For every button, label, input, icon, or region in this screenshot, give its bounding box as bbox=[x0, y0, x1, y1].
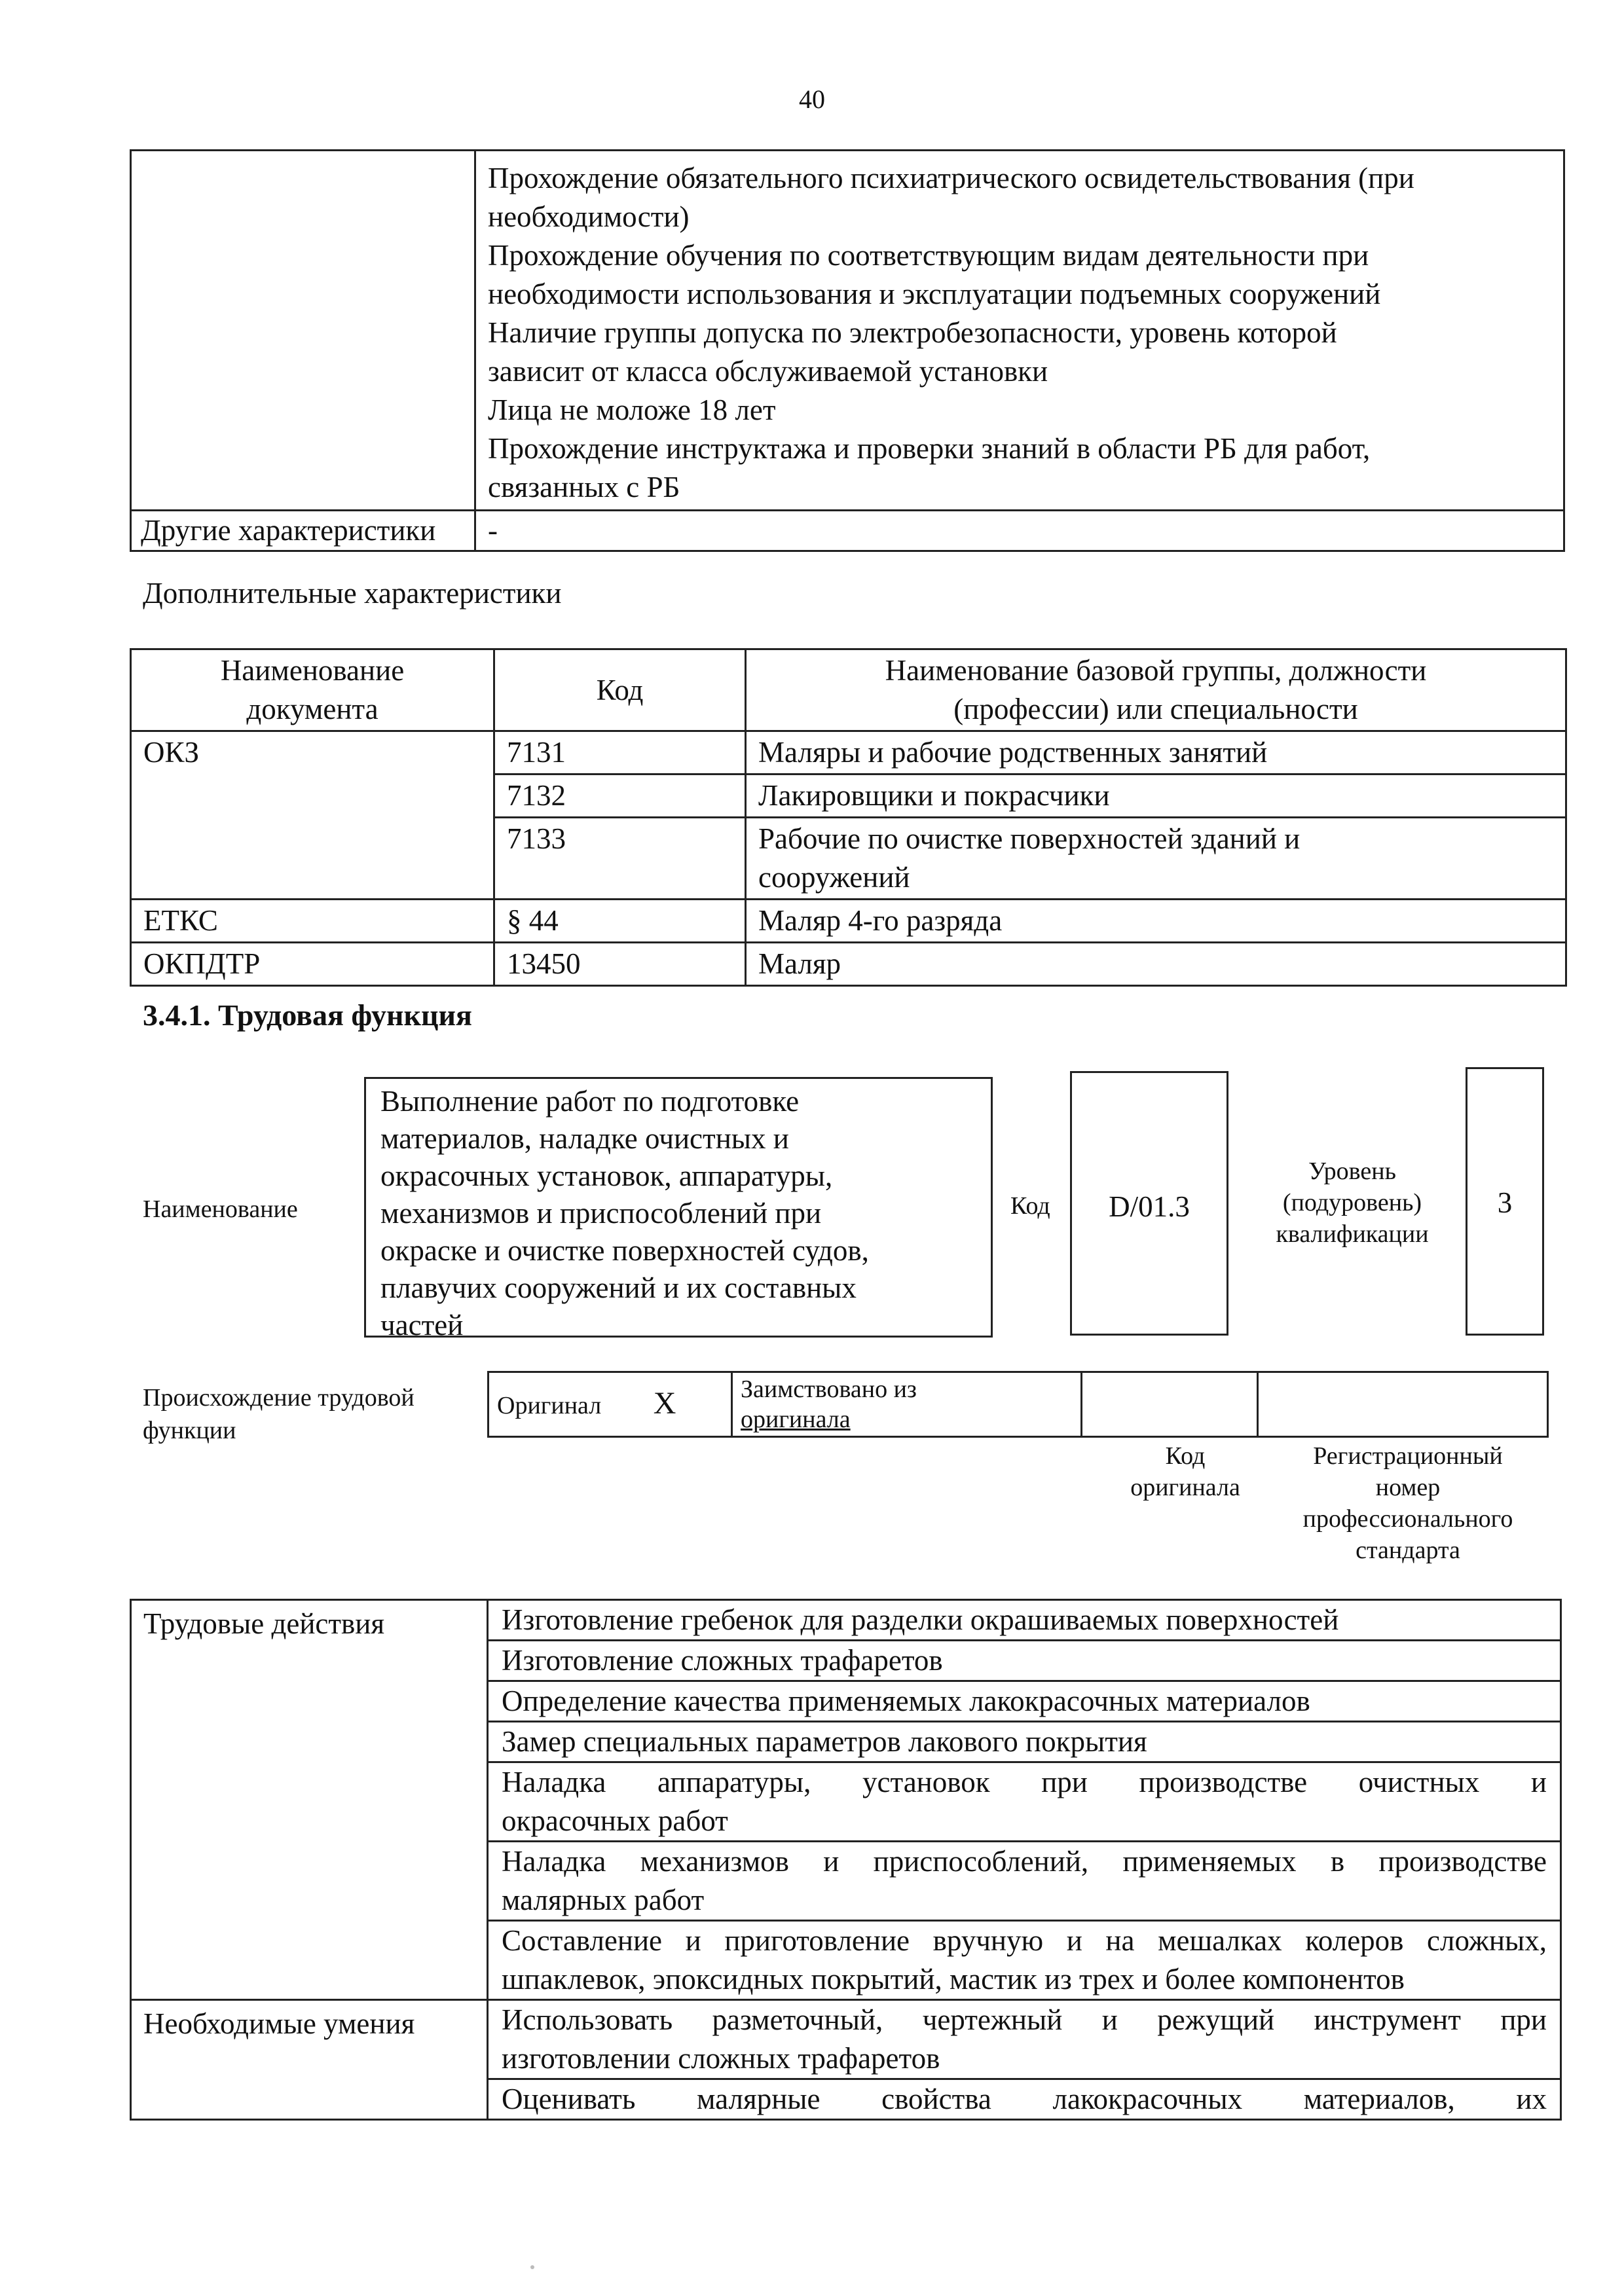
requirement-line: Наличие группы допуска по электробезопасности, уровень которой bbox=[488, 316, 1337, 349]
requirement-line: Прохождение инструктажа и проверки знаний в области РБ для работ, bbox=[488, 432, 1371, 465]
qualification-level-line: квалификации bbox=[1276, 1220, 1429, 1248]
skill-cell bbox=[488, 2079, 1561, 2120]
function-name-line: частей bbox=[380, 1309, 464, 1341]
origin-reg-number-cell bbox=[1258, 1372, 1548, 1437]
other-characteristics-label: Другие характеристики bbox=[131, 511, 475, 551]
origin-label-line: Происхождение трудовой bbox=[143, 1384, 415, 1412]
origin-original-cell bbox=[489, 1372, 732, 1437]
requirement-line: необходимости использования и эксплуатации подъемных сооружений bbox=[488, 278, 1381, 310]
labor-action-line: Наладка механизмов и приспособлений, применяемых в производстве bbox=[502, 1845, 1547, 1878]
origin-code-cell bbox=[1082, 1372, 1258, 1437]
skill-line: Использовать разметочный, чертежный и режущий инструмент при bbox=[502, 2003, 1547, 2036]
actions-skills-table bbox=[130, 1599, 1562, 2121]
name-cell bbox=[746, 818, 1566, 900]
skill-line: изготовлении сложных трафаретов bbox=[502, 2042, 940, 2075]
header-code: Код bbox=[494, 649, 746, 731]
reg-number-caption-line: номер bbox=[1375, 1474, 1441, 1501]
name-line: Маляры и рабочие родственных занятий bbox=[758, 736, 1268, 769]
requirements-label-cell bbox=[131, 151, 475, 511]
code-cell: § 44 bbox=[494, 900, 746, 943]
requirement-line: Прохождение обязательного психиатрического освидетельствования (при bbox=[488, 162, 1414, 194]
labor-action-line: Определение качества применяемых лакокрасочных материалов bbox=[502, 1685, 1310, 1717]
function-name-box bbox=[364, 1077, 993, 1341]
labor-action-line: шпаклевок, эпоксидных покрытий, мастик из трех и более компонентов bbox=[502, 1963, 1405, 1995]
required-skills-label: Необходимые умения bbox=[131, 2000, 488, 2120]
labor-action-cell bbox=[488, 1641, 1561, 1681]
labor-action-line: Наладка аппаратуры, установок при производстве очистных и bbox=[502, 1766, 1547, 1798]
other-characteristics-value: - bbox=[475, 511, 1564, 551]
labor-action-cell bbox=[488, 1600, 1561, 1641]
requirement-line: зависит от класса обслуживаемой установки bbox=[488, 355, 1048, 388]
labor-action-cell bbox=[488, 1762, 1561, 1842]
table-row bbox=[131, 2000, 1561, 2079]
labor-action-line: Составление и приготовление вручную и на мешалках колеров сложных, bbox=[502, 1924, 1547, 1957]
section-heading: 3.4.1. Трудовая функция bbox=[143, 998, 472, 1032]
requirement-line: Прохождение обучения по соответствующим видам деятельности при bbox=[488, 239, 1369, 272]
function-name-label: Наименование bbox=[143, 1195, 298, 1223]
qualification-level-box bbox=[1466, 1067, 1544, 1336]
labor-action-line: окрасочных работ bbox=[502, 1804, 728, 1837]
name-line: Рабочие по очистке поверхностей зданий и bbox=[758, 822, 1301, 855]
table-row bbox=[131, 900, 1566, 943]
borrowed-line: оригинала bbox=[741, 1406, 851, 1433]
requirements-cell bbox=[475, 151, 1564, 511]
labor-action-cell bbox=[488, 1681, 1561, 1722]
code-cell: 13450 bbox=[494, 943, 746, 986]
table-header-row bbox=[131, 649, 1566, 731]
name-line: Лакировщики и покрасчики bbox=[758, 779, 1110, 812]
origin-table bbox=[487, 1371, 1549, 1438]
qualification-level-value: 3 bbox=[1497, 1186, 1513, 1219]
code-cell: 7131 bbox=[494, 731, 746, 774]
reg-number-caption-line: профессионального bbox=[1302, 1505, 1513, 1533]
function-name-line: материалов, наладке очистных и bbox=[380, 1122, 789, 1155]
name-cell bbox=[746, 774, 1566, 818]
header-document-line: документа bbox=[246, 693, 378, 725]
header-document bbox=[131, 649, 494, 731]
name-cell: Маляр 4-го разряда bbox=[746, 900, 1566, 943]
origin-code-caption-line: оригинала bbox=[1130, 1474, 1240, 1501]
function-code-box bbox=[1070, 1071, 1228, 1336]
name-cell: Маляр bbox=[746, 943, 1566, 986]
name-cell bbox=[746, 731, 1566, 774]
function-name-line: плавучих сооружений и их составных bbox=[380, 1271, 857, 1304]
scan-speck bbox=[530, 2265, 534, 2269]
doc-okpdtr: ОКПДТР bbox=[131, 943, 494, 986]
origin-borrowed-cell bbox=[732, 1372, 1082, 1437]
labor-action-line: Изготовление гребенок для разделки окрашиваемых поверхностей bbox=[502, 1603, 1339, 1636]
code-cell: 7133 bbox=[494, 818, 746, 900]
function-code-label: Код bbox=[1010, 1192, 1050, 1220]
header-base-group bbox=[746, 649, 1566, 731]
requirement-line: необходимости) bbox=[488, 200, 690, 233]
qualification-level-label bbox=[1244, 1156, 1460, 1250]
code-cell: 7132 bbox=[494, 774, 746, 818]
header-base-group-line: (профессии) или специальности bbox=[953, 693, 1358, 725]
additional-characteristics-caption: Дополнительные характеристики bbox=[143, 577, 562, 610]
labor-action-cell bbox=[488, 1722, 1561, 1762]
page-number: 40 bbox=[799, 84, 825, 114]
skill-line: Оценивать малярные свойства лакокрасочных материалов, их bbox=[502, 2083, 1547, 2115]
origin-label-line: функции bbox=[143, 1417, 236, 1444]
requirement-line: Лица не моложе 18 лет bbox=[488, 393, 776, 426]
additional-characteristics-table bbox=[130, 648, 1567, 987]
original-mark: X bbox=[653, 1385, 676, 1421]
requirement-line: связанных с РБ bbox=[488, 471, 680, 503]
name-line: сооружений bbox=[758, 861, 910, 894]
origin-label bbox=[143, 1381, 415, 1447]
qualification-level-line: Уровень bbox=[1308, 1157, 1396, 1185]
header-base-group-line: Наименование базовой группы, должности bbox=[885, 654, 1427, 687]
labor-action-line: Изготовление сложных трафаретов bbox=[502, 1644, 943, 1677]
labor-action-line: Замер специальных параметров лакового покрытия bbox=[502, 1725, 1147, 1758]
labor-action-line: малярных работ bbox=[502, 1884, 705, 1916]
labor-actions-label: Трудовые действия bbox=[131, 1600, 488, 2000]
borrowed-line: Заимствовано из bbox=[741, 1376, 917, 1403]
origin-code-caption bbox=[1087, 1440, 1283, 1503]
labor-action-cell bbox=[488, 1921, 1561, 2000]
qualification-level-line: (подуровень) bbox=[1282, 1189, 1422, 1216]
function-name-line: механизмов и приспособлений при bbox=[380, 1197, 822, 1230]
requirements-table bbox=[130, 149, 1565, 552]
header-document-line: Наименование bbox=[220, 654, 405, 687]
function-name-line: Выполнение работ по подготовке bbox=[380, 1085, 800, 1118]
doc-etks: ЕТКС bbox=[131, 900, 494, 943]
reg-number-caption bbox=[1270, 1440, 1545, 1566]
labor-action-cell bbox=[488, 1842, 1561, 1921]
reg-number-caption-line: Регистрационный bbox=[1313, 1442, 1503, 1470]
function-name-line: окрасочных установок, аппаратуры, bbox=[380, 1159, 833, 1192]
original-label: Оригинал bbox=[497, 1391, 602, 1419]
origin-code-caption-line: Код bbox=[1165, 1442, 1206, 1470]
table-row bbox=[131, 731, 1566, 774]
table-row bbox=[131, 943, 1566, 986]
function-code-value: D/01.3 bbox=[1109, 1190, 1190, 1223]
doc-okz: ОКЗ bbox=[131, 731, 494, 900]
table-row bbox=[131, 1600, 1561, 1641]
skill-cell bbox=[488, 2000, 1561, 2079]
function-name-line: окраске и очистке поверхностей судов, bbox=[380, 1234, 869, 1267]
reg-number-caption-line: стандарта bbox=[1356, 1537, 1460, 1564]
